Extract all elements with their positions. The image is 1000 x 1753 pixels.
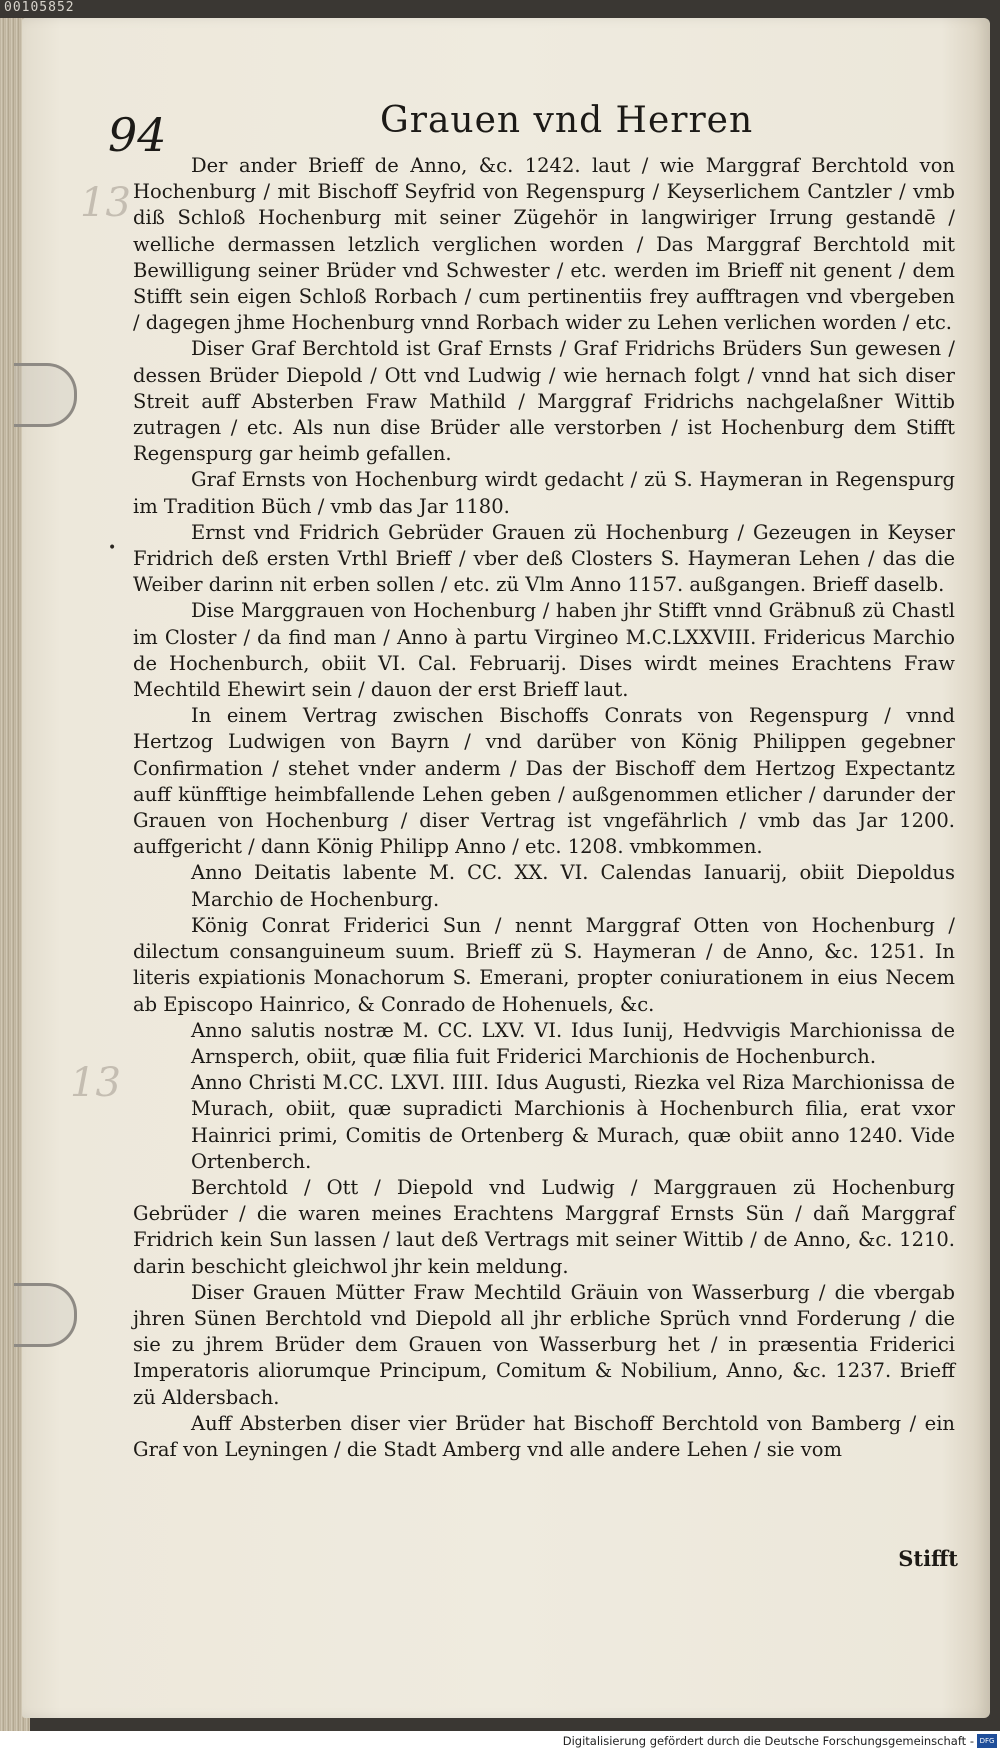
body-text <box>133 153 955 1463</box>
page-number: 94 <box>108 108 167 162</box>
running-head: Grauen vnd Herren <box>380 100 754 141</box>
paper-clip <box>14 363 77 427</box>
margin-note: 13 <box>70 1060 121 1106</box>
paragraph: Diser Graf Berchtold ist Graf Ernsts / Graf Fridrichs Brüders Sun gewesen / dessen Brüder Diepold / Ott vnd Ludwig / wie hernach folgt / vnnd hat sich diser Streit auff Absterben Fraw Mathild / Marggraf Fridrichs nachgelaßner Wittib zutragen / etc. Als nun dise Brüder alle verstorben / ist Hochenburg dem Stifft Regenspurg gar heimb gefallen. <box>133 337 955 466</box>
paragraph: Anno salutis nostræ M. CC. LXV. VI. Idus Iunij, Hedvvigis Marchionissa de Arnsperch, obiit, quæ filia fuit Friderici Marchionis de Hochenburch. <box>191 1018 955 1068</box>
paragraph: Ernst vnd Fridrich Gebrüder Grauen zü Hochenburg / Gezeugen in Keyser Fridrich deß ersten Vrthl Brieff / vber deß Closters S. Haymeran Lehen / das die Weiber darinn nit erben sollen / etc. zü Vlm Anno 1157. außgangen. Brieff daselb. <box>133 520 955 597</box>
paragraph: Der ander Brieff de Anno, &c. 1242. laut / wie Marggraf Berchtold von Hochenburg / mit Bischoff Seyfrid von Regenspurg / Keyserlichem Cantzler / vmb diß Schloß Hochenburg mit seiner Zügehör in langwiriger Irrung gestandē / welliche dermassen letzlich verglichen worden / Das Marggraf Berchtold mit Bewilligung seiner Brüder vnd Schwester / etc. werden im Brieff nit genent / dem Stifft sein eigen Schloß Rorbach / cum pertinentiis frey aufftragen vnd vbergeben / dagegen jhme Hochenburg vnnd Rorbach wider zu Lehen verlichen worden / etc. <box>133 154 955 335</box>
footer-bar <box>0 1731 1000 1753</box>
margin-note: 13 <box>80 180 131 226</box>
paragraph: In einem Vertrag zwischen Bischoffs Conrats von Regenspurg / vnnd Hertzog Ludwigen von Bayrn / vnd darüber von König Philippen gegebner Confirmation / stehet vnder anderm / Das der Bischoff dem Hertzog Expectantz auff künfftige heimbfallende Lehen geben / außgenommen etlicher / darunder der Grauen von Hochenburg / diser Vertrag ist vngefährlich / vmb das Jar 1200. auffgericht / dann König Philipp Anno / etc. 1208. vmbkommen. <box>133 704 955 859</box>
paragraph: Anno Deitatis labente M. CC. XX. VI. Calendas Ianuarij, obiit Diepoldus Marchio de Hochenburg. <box>191 861 955 911</box>
paragraph: Berchtold / Ott / Diepold vnd Ludwig / Marggrauen zü Hochenburg Gebrüder / die waren meines Erachtens Marggraf Ernsts Sün / dañ Marggraf Fridrich kein Sun lassen / laut deß Vertrags mit seiner Wittib / de Anno, &c. 1210. darin beschicht gleichwol jhr kein meldung. <box>133 1175 955 1278</box>
dfg-logo-icon: DFG <box>977 1734 997 1748</box>
paragraph: Diser Grauen Mütter Fraw Mechtild Gräuin von Wasserburg / die vbergab jhren Sünen Berchtold vnd Diepold all jhr erbliche Sprüch vnnd Forderung / die sie zu jhrem Brüder dem Grauen von Wasserburg het / in præsentia Friderici Imperatoris aliorumque Principum, Comitum & Nobilium, Anno, &c. 1237. Brieff zü Aldersbach. <box>133 1280 955 1409</box>
paragraph: Auff Absterben diser vier Brüder hat Bischoff Berchtold von Bamberg / ein Graf von Leyningen / die Stadt Amberg vnd alle andere Lehen / sie vom <box>133 1411 955 1461</box>
paper-clip <box>14 1283 77 1347</box>
scan-id: 00105852 <box>4 0 75 15</box>
footer-credit: Digitalisierung gefördert durch die Deutsche Forschungsgemeinschaft - <box>562 1734 974 1748</box>
paragraph: König Conrat Friderici Sun / nennt Marggraf Otten von Hochenburg / dilectum consanguineum suum. Brieff zü S. Haymeran / de Anno, &c. 1251. In literis expiationis Monachorum S. Emerani, propter coniurationem in eius Necem ab Episcopo Hainrico, & Conrado de Hohenuels, &c. <box>133 913 955 1016</box>
paragraph: Dise Marggrauen von Hochenburg / haben jhr Stifft vnnd Gräbnuß zü Chastl im Closter / da find man / Anno à partu Virgineo M.C.LXXVIII. Fridericus Marchio de Hochenburch, obiit VI. Cal. Februarij. Dises wirdt meines Erachtens Fraw Mechtild Ehewirt sein / dauon der erst Brieff laut. <box>133 599 955 702</box>
catchword: Stifft <box>898 1546 958 1571</box>
paragraph: Anno Christi M.CC. LXVI. IIII. Idus Augusti, Riezka vel Riza Marchionissa de Murach, obiit, quæ supradicti Marchionis à Hochenburch filia, erat vxor Hainrici primi, Comitis de Ortenberg & Murach, quæ obiit anno 1240. Vide Ortenberch. <box>191 1071 955 1173</box>
paragraph: Graf Ernsts von Hochenburg wirdt gedacht / zü S. Haymeran in Regenspurg im Tradition Büch / vmb das Jar 1180. <box>133 468 955 518</box>
bullet-mark: • <box>108 540 117 556</box>
